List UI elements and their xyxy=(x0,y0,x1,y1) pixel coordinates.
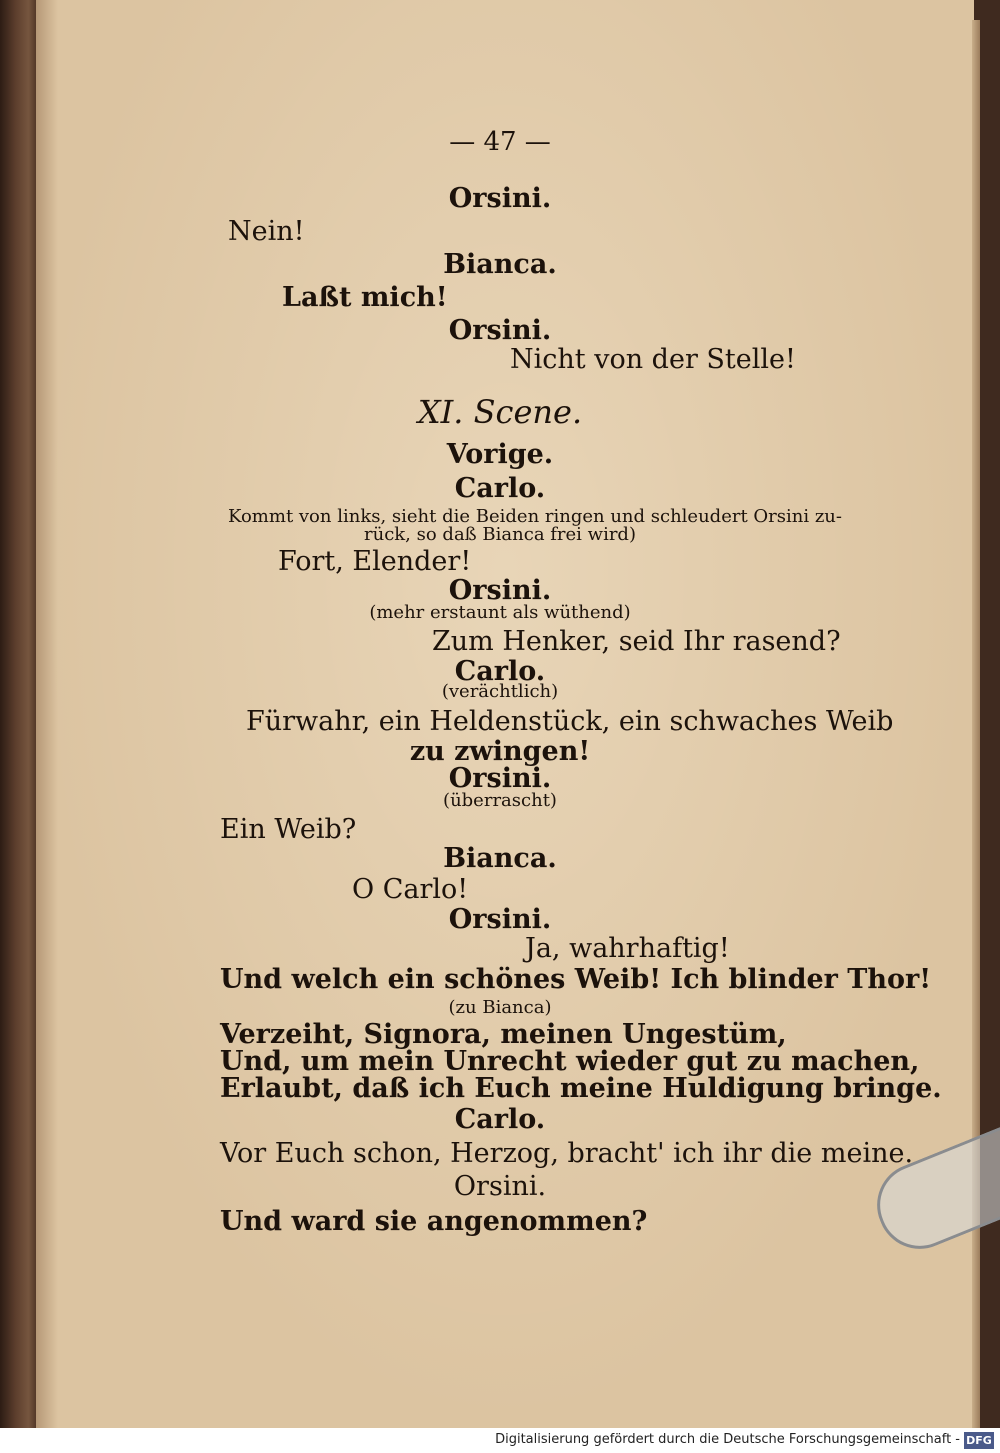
dialogue-line: Fort, Elender! xyxy=(278,546,472,577)
dialogue-line: Fürwahr, ein Heldenstück, ein schwaches Weib xyxy=(246,706,894,737)
speaker-name: Carlo. xyxy=(454,1104,546,1135)
dialogue-line: Zum Henker, seid Ihr rasend? xyxy=(432,626,841,657)
dialogue-line: O Carlo! xyxy=(352,874,469,905)
dialogue-line: Ein Weib? xyxy=(220,814,357,845)
speaker-name: Orsini. xyxy=(448,763,552,794)
speaker-name: Orsini. xyxy=(448,315,552,346)
stage-direction: (verächtlich) xyxy=(441,681,559,702)
dialogue-line: Erlaubt, daß ich Euch meine Huldigung bringe. xyxy=(220,1073,942,1104)
speaker-name: Orsini. xyxy=(448,575,552,606)
dialogue-line: Laßt mich! xyxy=(282,282,448,313)
stage-direction: Kommt von links, sieht die Beiden ringen und schleudert Orsini zu- xyxy=(228,506,842,527)
speaker-name: Carlo. xyxy=(454,656,546,687)
speaker-name: Bianca. xyxy=(443,249,557,280)
dialogue-line: Und ward sie angenommen? xyxy=(220,1206,648,1237)
speaker-name: Orsini. xyxy=(448,183,552,214)
stage-direction: (mehr erstaunt als wüthend) xyxy=(369,602,631,623)
scene-heading: XI. Scene. xyxy=(417,393,583,431)
dialogue-line: Und, um mein Unrecht wieder gut zu machen, xyxy=(220,1046,920,1077)
stage-direction: (überrascht) xyxy=(443,790,557,811)
speaker-name: Bianca. xyxy=(443,843,557,874)
dialogue-line: Vor Euch schon, Herzog, bracht' ich ihr die meine. xyxy=(220,1138,914,1169)
dialogue-line: Ja, wahrhaftig! xyxy=(525,933,730,964)
dialogue-line: Verzeiht, Signora, meinen Ungestüm, xyxy=(220,1019,787,1050)
dialogue-line: zu zwingen! xyxy=(409,736,591,767)
footer-bar xyxy=(0,1428,1000,1453)
characters-present: Vorige. xyxy=(446,439,554,470)
stage-direction: rück, so daß Bianca frei wird) xyxy=(364,524,636,545)
stage-direction: (zu Bianca) xyxy=(448,997,552,1018)
footer-credit: Digitalisierung gefördert durch die Deutsche Forschungsgemeinschaft - xyxy=(495,1432,960,1447)
speaker-name: Orsini. xyxy=(453,1171,547,1202)
page-number: — 47 — xyxy=(449,127,551,157)
dialogue-line: Nein! xyxy=(228,216,305,247)
speaker-name: Orsini. xyxy=(448,904,552,935)
dialogue-line: Und welch ein schönes Weib! Ich blinder Thor! xyxy=(220,964,932,995)
speaker-name: Carlo. xyxy=(454,473,546,504)
dialogue-line: Nicht von der Stelle! xyxy=(510,344,796,375)
dfg-logo-icon: DFG xyxy=(964,1432,994,1449)
